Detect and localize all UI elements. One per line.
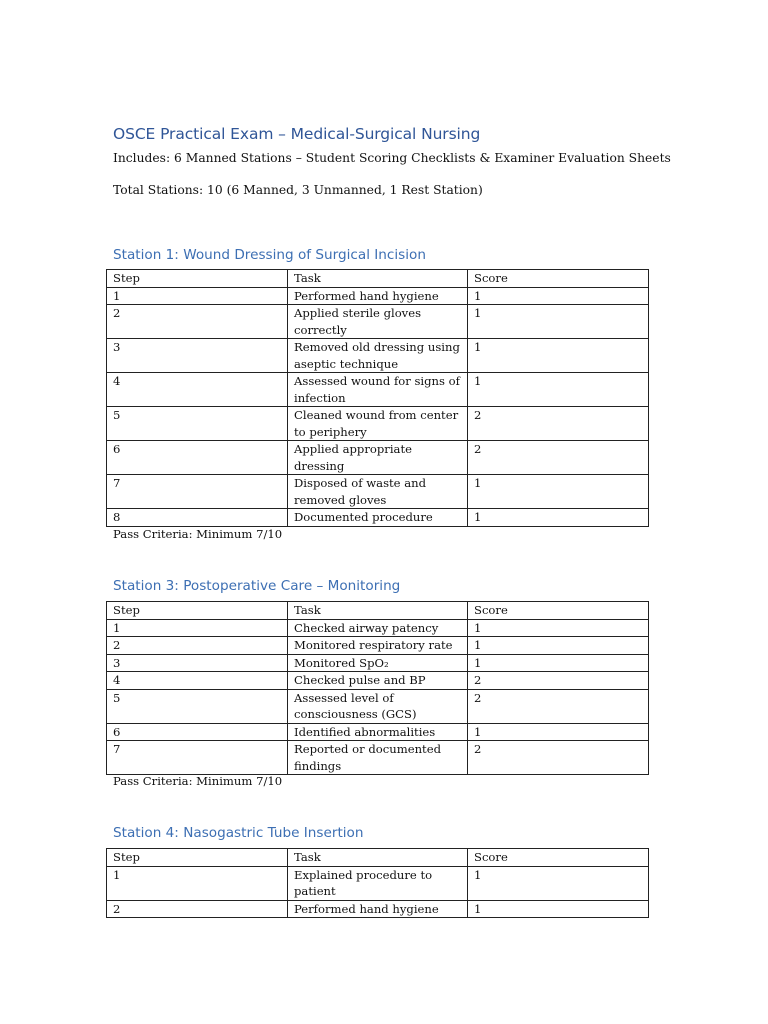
table-row <box>107 509 649 527</box>
step-cell: 7 <box>107 475 288 509</box>
table-row <box>107 339 649 373</box>
score-cell: 1 <box>468 637 649 655</box>
column-header: Step <box>107 602 288 620</box>
score-cell: 1 <box>468 287 649 305</box>
column-header: Score <box>468 849 649 867</box>
table-row <box>107 741 649 775</box>
table-row <box>107 475 649 509</box>
table-row <box>107 723 649 741</box>
column-header: Task <box>288 270 468 288</box>
table-row <box>107 305 649 339</box>
column-header: Step <box>107 270 288 288</box>
step-cell: 1 <box>107 619 288 637</box>
task-cell: Monitored respiratory rate <box>288 637 468 655</box>
step-cell: 2 <box>107 305 288 339</box>
total-stations-line: Total Stations: 10 (6 Manned, 3 Unmanned, 1 Rest Station) <box>113 183 483 197</box>
step-cell: 2 <box>107 637 288 655</box>
column-header: Score <box>468 602 649 620</box>
task-cell: Checked airway patency <box>288 619 468 637</box>
task-cell: Applied appropriate dressing <box>288 441 468 475</box>
score-cell: 1 <box>468 723 649 741</box>
score-cell: 2 <box>468 407 649 441</box>
task-cell: Documented procedure <box>288 509 468 527</box>
table-row <box>107 441 649 475</box>
score-cell: 1 <box>468 373 649 407</box>
score-cell: 1 <box>468 509 649 527</box>
step-cell: 5 <box>107 407 288 441</box>
task-cell: Performed hand hygiene <box>288 900 468 918</box>
score-cell: 1 <box>468 654 649 672</box>
step-cell: 4 <box>107 672 288 690</box>
table-row <box>107 407 649 441</box>
step-cell: 5 <box>107 689 288 723</box>
score-cell: 1 <box>468 619 649 637</box>
task-cell: Explained procedure to patient <box>288 866 468 900</box>
table-row <box>107 672 649 690</box>
step-cell: 8 <box>107 509 288 527</box>
task-cell: Assessed level of consciousness (GCS) <box>288 689 468 723</box>
task-cell: Checked pulse and BP <box>288 672 468 690</box>
step-cell: 4 <box>107 373 288 407</box>
score-cell: 1 <box>468 866 649 900</box>
step-cell: 3 <box>107 654 288 672</box>
table-header-row <box>107 849 649 867</box>
station-1-pass-criteria: Pass Criteria: Minimum 7/10 <box>113 527 283 541</box>
step-cell: 3 <box>107 339 288 373</box>
column-header: Step <box>107 849 288 867</box>
station-1-table <box>106 269 649 527</box>
task-cell: Assessed wound for signs of infection <box>288 373 468 407</box>
table-header-row <box>107 602 649 620</box>
score-cell: 1 <box>468 339 649 373</box>
step-cell: 6 <box>107 441 288 475</box>
station-3-pass-criteria: Pass Criteria: Minimum 7/10 <box>113 774 283 788</box>
column-header: Task <box>288 602 468 620</box>
step-cell: 1 <box>107 866 288 900</box>
task-cell: Monitored SpO₂ <box>288 654 468 672</box>
table-header-row <box>107 270 649 288</box>
score-cell: 2 <box>468 441 649 475</box>
step-cell: 7 <box>107 741 288 775</box>
table-row <box>107 373 649 407</box>
task-cell: Applied sterile gloves correctly <box>288 305 468 339</box>
station-3-heading: Station 3: Postoperative Care – Monitoring <box>113 578 401 594</box>
table-row <box>107 689 649 723</box>
column-header: Task <box>288 849 468 867</box>
table-row <box>107 287 649 305</box>
table-row <box>107 619 649 637</box>
task-cell: Identified abnormalities <box>288 723 468 741</box>
task-cell: Cleaned wound from center to periphery <box>288 407 468 441</box>
score-cell: 2 <box>468 689 649 723</box>
table-row <box>107 866 649 900</box>
station-1-heading: Station 1: Wound Dressing of Surgical Incision <box>113 247 426 263</box>
table-row <box>107 654 649 672</box>
task-cell: Disposed of waste and removed gloves <box>288 475 468 509</box>
table-row <box>107 900 649 918</box>
station-3-table <box>106 601 649 775</box>
step-cell: 2 <box>107 900 288 918</box>
score-cell: 1 <box>468 305 649 339</box>
column-header: Score <box>468 270 649 288</box>
task-cell: Reported or documented findings <box>288 741 468 775</box>
score-cell: 1 <box>468 475 649 509</box>
includes-line: Includes: 6 Manned Stations – Student Scoring Checklists & Examiner Evaluation Sheets <box>113 151 671 165</box>
station-4-heading: Station 4: Nasogastric Tube Insertion <box>113 825 364 841</box>
task-cell: Removed old dressing using aseptic technique <box>288 339 468 373</box>
document-title: OSCE Practical Exam – Medical-Surgical Nursing <box>113 125 481 143</box>
score-cell: 1 <box>468 900 649 918</box>
station-4-table <box>106 848 649 918</box>
table-row <box>107 637 649 655</box>
score-cell: 2 <box>468 741 649 775</box>
score-cell: 2 <box>468 672 649 690</box>
step-cell: 1 <box>107 287 288 305</box>
step-cell: 6 <box>107 723 288 741</box>
task-cell: Performed hand hygiene <box>288 287 468 305</box>
